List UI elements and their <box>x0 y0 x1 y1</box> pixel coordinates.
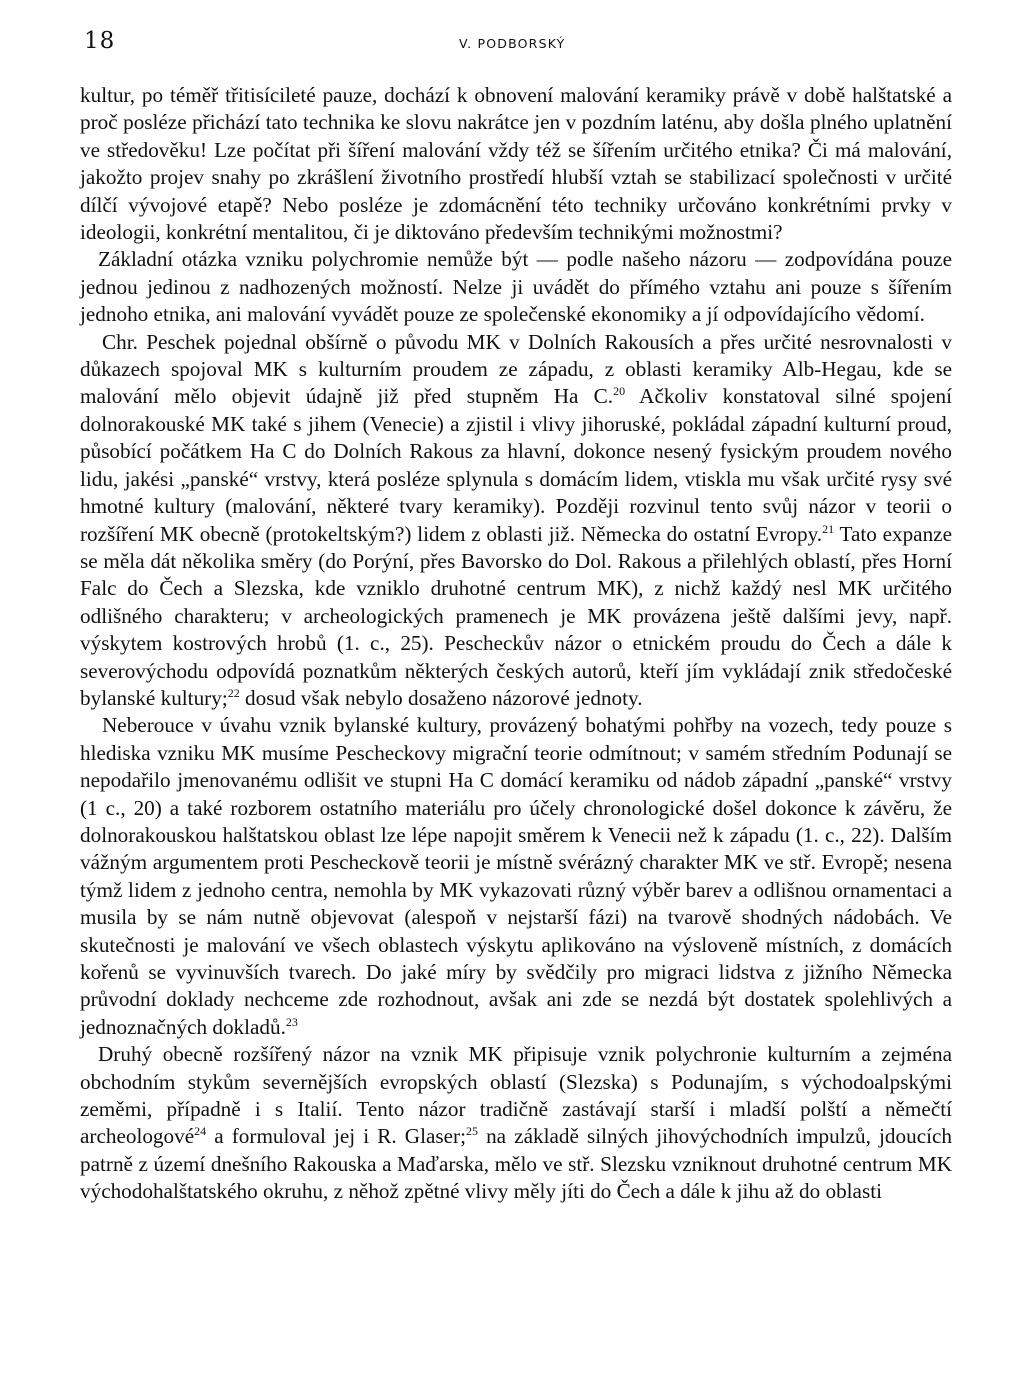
paragraph-text: Základní otázka vzniku polychromie nemůže být — podle našeho názoru — zodpovídána pouze jednou jedinou z nadhozených možností. Nelze ji uvádět do přímého vztahu ani pouze s šířením jednoho etnika, ani malování vyvádět pouze ze společenské ekonomiky a jí odpovídajícího vědomí. <box>80 247 952 327</box>
footnote-reference[interactable]: 24 <box>194 1124 207 1139</box>
paragraph-text: Ačkoliv konstatoval silné spojení dolnorakouské MK také s jihem (Venecie) a zjistil i vlivy jihoruské, pokládal západní kulturní proud, působící počátkem Ha C do Dolních Rakous za hlavní, dokonce nesený fysickým proudem nového lidu, jakési „panské“ vrstvy, která posléze splynula s domácím lidem, vtiskla mu však určité rysy své hmotné kultury (malování, některé tvary keramiky). Později rozvinul tento svůj názor v teorii o rozšíření MK obecně (protokeltským?) lidem z oblasti již. Německa do ostatní Evropy. <box>80 384 952 546</box>
paragraph-text: kultur, po téměř třitisícileté pauze, dochází k obnovení malování keramiky právě v době halštatské a proč posléze přichází tato technika ke slovu nakrátce jen v pozdním laténu, aby došla plného uplatnění ve středověku! Lze počítat při šíření malování vždy též se šířením určitého etnika? Či má malování, jakožto projev snahy po zkrášlení životního prostředí hlubší vztah se stabilizací společnosti v určité dílčí vývojové etapě? Nebo posléze je zdomácnění této techniky určováno konkrétními prvky v ideologii, konkrétní mentalitou, či je diktováno především technikými možnostmi? <box>80 83 952 245</box>
page-number: 18 <box>84 28 116 54</box>
footnote-reference[interactable]: 21 <box>822 521 835 536</box>
paragraph-text: a formuloval jej i R. Glaser; <box>206 1124 466 1149</box>
paragraph <box>80 712 952 1041</box>
footnote-reference[interactable]: 20 <box>613 384 626 399</box>
paragraph-text: dosud však nebylo dosaženo názorové jednoty. <box>239 685 643 710</box>
paragraph-text: Druhý obecně rozšířený názor na vznik MK připisuje vznik polychronie kulturním a zejména obchodním stykům severnějších evropských oblastí (Slezska) s Podunajím, s východoalpskými zeměmi, případně i s Italií. Tento názor tradičně zastávají starší i mladší polští a němečtí archeologové <box>80 1042 952 1149</box>
footnote-reference[interactable]: 25 <box>465 1124 478 1139</box>
paragraph-text: Neberouce v úvahu vznik bylanské kultury, provázený bohatými pohřby na vozech, tedy pouze s hlediska vzniku MK musíme Pescheckovy migrační teorie odmítnout; v samém středním Podunají se nepodařilo jmenovanému odlišit ve stupni Ha C domácí keramiku od nádob západní „panské“ vrstvy (1 c., 20) a také rozborem ostatního materiálu pro účely chronologické došel dokonce k závěru, že dolnorakouskou halštatskou oblast lze lépe napojit směrem k Venecii než k západu (1. c., 22). Dalším vážným argumentem proti Pescheckově teorii je místně svérázný charakter MK ve stř. Evropě; nesena týmž lidem z jednoho centra, nemohla by MK vykazovati různý výběr barev a odlišnou ornamentaci a musila by se nám nutně objevovat (alespoň v nejstarší fázi) na tvarově shodných nádobách. Ve skutečnosti je malování ve všech oblastech výskytu aplikováno na výsloveně místních, z domácích kořenů se vyvinuvších tvarech. Do jaké míry by svědčily pro migraci lidstva z jižního Německa průvodní doklady nechceme zde rozhodnout, avšak ani zde se nezdá být dostatek spolehlivých a jednoznačných dokladů. <box>80 713 952 1039</box>
paragraph-text: Chr. Peschek pojednal obšírně o původu MK v Dolních Rakousích a přes určité nesrovnalosti v důkazech spojoval MK s kulturním proudem ze západu, z oblasti keramiky Alb-Hegau, kde se malování mělo objevit údajně již před stupněm Ha C. <box>80 329 952 409</box>
paragraph <box>80 246 952 328</box>
footnote-reference[interactable]: 23 <box>285 1014 298 1029</box>
body-text <box>80 82 952 1206</box>
paragraph <box>80 82 952 246</box>
paragraph <box>80 1041 952 1205</box>
paragraph-text: na základě silných jihovýchodních impulzů, jdoucích patrně z území dnešního Rakouska a Maďarska, mělo ve stř. Slezsku vzniknout druhotné centrum MK východohalštatského okruhu, z něhož zpětné vlivy měly jíti do Čech a dále k jihu až do oblasti <box>80 1124 952 1204</box>
paragraph-text: Tato expanze se měla dát několika směry (do Porýní, přes Bavorsko do Dol. Rakous a přilehlých oblastí, přes Horní Falc do Čech a Slezska, kde vzniklo druhotné centrum MK), z nichž každý nesl MK určitého odlišného charakteru; v archeologických pramenech je MK provázena ještě dalšími jevy, např. výskytem kostrových hrobů (1. c., 25). Pescheckův názor o etnickém proudu do Čech a dále k severovýchodu odpovídá poznatkům některých českých autorů, kteří jím vykládají znik středočeské bylanské kultury; <box>80 521 952 710</box>
paragraph <box>80 329 952 713</box>
page-header <box>84 28 948 64</box>
footnote-reference[interactable]: 22 <box>227 685 240 700</box>
running-head: V. PODBORSKÝ <box>459 36 566 51</box>
